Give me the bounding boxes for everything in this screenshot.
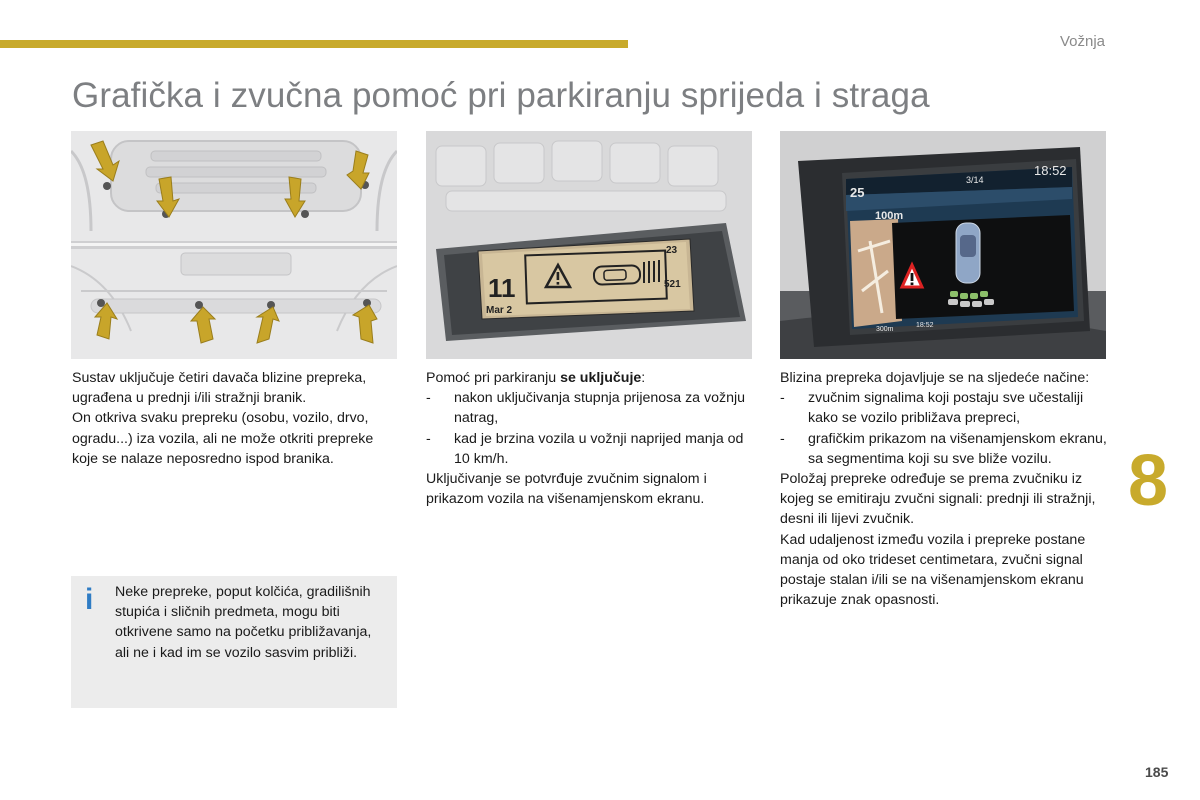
paragraph: Kad udaljenost između vozila i prepreke postane manja od oko trideset centimetara, zvučni signal postaje stalan i/ili se na višenamjenskom ekranu prikazuje znak opasnosti. (780, 531, 1086, 609)
paragraph: Položaj prepreke određuje se prema zvučniku iz kojeg se emitiraju zvučni signali: prednji ili stražnji, desni ili lijevi zvučnik. (780, 471, 1096, 528)
list-dash: - (780, 430, 785, 447)
list-dash: - (780, 390, 785, 407)
paragraph: On otkriva svaku prepreku (osobu, vozilo, drvo, ogradu...) iza vozila, ali ne može otkriti prepreke koje se nalaze neposredno ispod branika. (72, 410, 374, 467)
dash-gear-readout: 11 (488, 273, 516, 303)
dash-temp-readout: 23 (666, 245, 678, 256)
signals-list (780, 388, 1110, 469)
page-title: Grafička i zvučna pomoć pri parkiranju sprijeda i straga (72, 76, 930, 115)
list-dash: - (426, 430, 431, 447)
dashboard-display-figure (426, 131, 752, 359)
screen-bottom-clock: 18:52 (916, 322, 934, 329)
dash-date-readout: Mar 2 (486, 305, 513, 316)
list-item-text: grafičkim prikazom na višenamjenskom ekranu, sa segmentima koji su sve bliže vozilu. (808, 430, 1107, 467)
list-item-text: zvučnim signalima koji postaju sve učestaliji kako se vozilo približava prepreci, (808, 390, 1084, 427)
section-label: Vožnja (1059, 33, 1105, 50)
multifunction-screen-figure (780, 131, 1106, 359)
intro-text: Pomoć pri parkiranju (426, 370, 561, 386)
intro-colon: : (641, 370, 646, 386)
column-sensors (72, 368, 402, 469)
dash-odometer-readout: 521 (664, 279, 681, 290)
bumper-sensors-figure (71, 131, 397, 359)
screen-bottom-distance: 300m (876, 326, 894, 333)
list-item-text: nakon uključivanja stupnja prijenosa za vožnju natrag, (454, 390, 746, 427)
note-text: Neke prepreke, poput kolčića, gradilišnih stupića i sličnih predmeta, mogu biti otkrivene samo na početku približavanja, ali ne i kad im se vozilo sasvim približi. (115, 584, 372, 661)
header-accent-bar (0, 40, 628, 48)
intro-bold-text: se uključuje (560, 370, 642, 386)
info-note (71, 576, 397, 708)
list-item (780, 388, 1110, 428)
list-item (780, 429, 1110, 469)
list-dash: - (426, 390, 431, 407)
info-icon: i (85, 583, 94, 616)
chapter-number: 8 (1128, 441, 1169, 521)
paragraph: Uključivanje se potvrđuje zvučnim signalom i prikazom vozila na višenamjenskom ekranu. (426, 471, 707, 508)
activation-intro (426, 368, 756, 388)
screen-temp-readout: 25 (850, 185, 865, 200)
activation-list (426, 388, 756, 469)
screen-track-readout: 3/14 (966, 175, 984, 185)
paragraph: Blizina prepreka dojavljuje se na sljedeće načine: (780, 370, 1090, 386)
screen-distance-readout: 100m (875, 210, 904, 222)
page-number: 185 (1145, 764, 1169, 780)
paragraph: Sustav uključuje četiri davača blizine prepreka, ugrađena u prednji i/ili stražnji branik. (72, 370, 367, 407)
list-item-text: kad je brzina vozila u vožnji naprijed manja od 10 km/h. (454, 430, 744, 467)
list-item (426, 429, 756, 469)
list-item (426, 388, 756, 428)
column-activation (426, 368, 756, 509)
column-signals (780, 368, 1110, 610)
screen-clock-readout: 18:52 (1034, 163, 1067, 178)
